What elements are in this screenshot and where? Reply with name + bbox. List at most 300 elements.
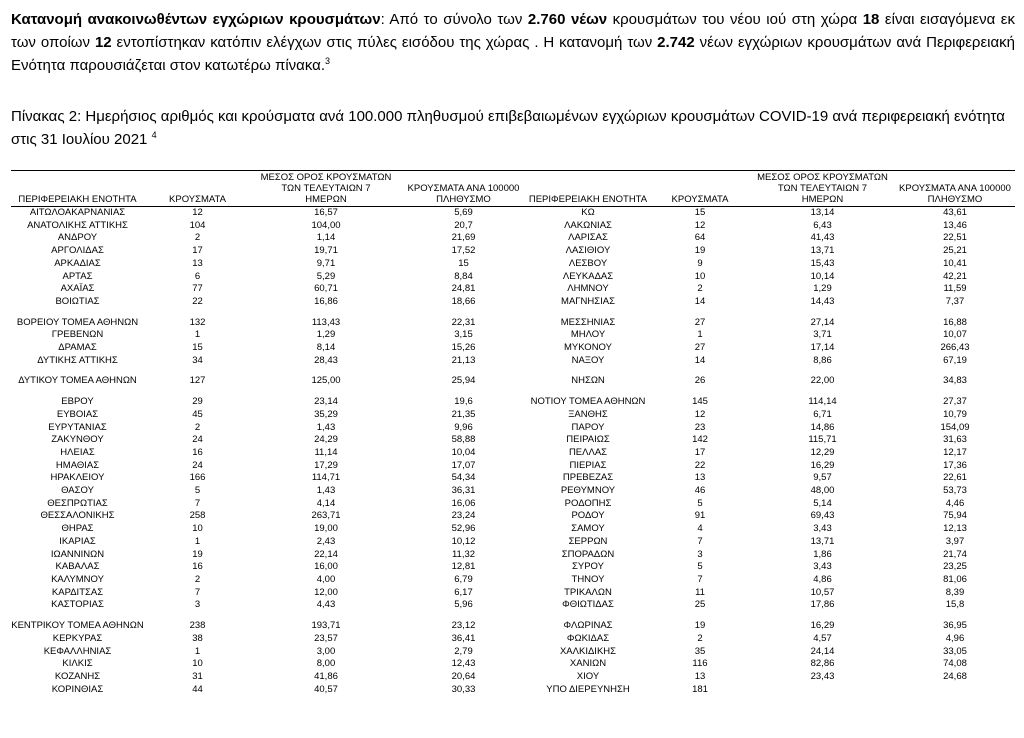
left-cases-cell: 2 — [194, 573, 201, 585]
right-unit-cell: ΥΠΟ ΔΙΕΡΕΥΝΗΣΗ — [546, 683, 630, 695]
right-unit-cell: ΝΟΤΙΟΥ ΤΟΜΕΑ ΑΘΗΝΩΝ — [530, 396, 646, 408]
right-per100k-cell: 4,46 — [945, 497, 965, 509]
left-unit-cell: ΙΩΑΝΝΙΝΩΝ — [50, 548, 105, 560]
spacer-cell — [526, 612, 650, 620]
right-avg-cell: 3,71 — [813, 329, 832, 341]
left-per100k-cell: 8,84 — [454, 270, 473, 282]
right-avg-cell: 17,86 — [810, 599, 835, 611]
table-row — [11, 536, 1015, 549]
table-row — [11, 283, 1015, 296]
right-per100k-cell: 53,73 — [943, 485, 967, 497]
table-row — [11, 317, 1015, 330]
right-cases-cell: 7 — [697, 573, 703, 585]
right-unit-cell: ΦΛΩΡΙΝΑΣ — [563, 620, 613, 632]
spacer-cell — [144, 309, 251, 317]
left-avg-cell: 40,57 — [314, 683, 338, 695]
intro-footnote: 3 — [325, 56, 331, 66]
left-cases-cell: 2 — [194, 232, 201, 244]
left-cases-cell: 258 — [189, 510, 206, 522]
table-row — [11, 342, 1015, 355]
spacer-cell — [401, 309, 526, 317]
intro-domestic-cases: 2.742 — [657, 34, 695, 51]
left-unit-cell: ΚΕΡΚΥΡΑΣ — [52, 632, 103, 644]
right-cases-cell: 2 — [697, 283, 703, 295]
right-unit-cell: ΛΑΡΙΣΑΣ — [568, 232, 608, 244]
left-cases-cell: 34 — [192, 354, 203, 366]
right-avg-cell: 1,29 — [813, 283, 832, 295]
left-cases-cell: 238 — [189, 620, 206, 632]
left-unit-cell: ΗΡΑΚΛΕΙΟΥ — [50, 472, 105, 484]
right-avg-cell: 48,00 — [810, 485, 835, 497]
left-avg-cell: 3,00 — [316, 645, 336, 657]
right-cases-cell: 19 — [694, 620, 706, 632]
left-per100k-cell: 25,94 — [451, 375, 476, 387]
left-unit-cell: ΑΝΑΤΟΛΙΚΗΣ ΑΤΤΙΚΗΣ — [27, 219, 128, 231]
right-cases-cell: 27 — [694, 342, 706, 354]
right-cases-cell: 10 — [694, 270, 706, 282]
right-per100k-cell: 17,36 — [943, 459, 967, 471]
table-row — [11, 620, 1015, 633]
table-row — [11, 296, 1015, 309]
left-cases-cell: 104 — [189, 219, 206, 231]
header-per100k-line2: ΠΛΗΘΥΣΜΟ — [436, 194, 491, 205]
left-unit-cell: ΑΙΤΩΛΟΑΚΑΡΝΑΝΙΑΣ — [29, 207, 126, 218]
left-cases-cell: 31 — [192, 670, 203, 682]
intro-imported-cases: 18 — [862, 11, 880, 28]
left-unit-cell: ΚΑΒΑΛΑΣ — [55, 561, 100, 573]
left-avg-cell: 41,86 — [314, 670, 338, 682]
table-row — [11, 434, 1015, 447]
right-cases-cell: 11 — [695, 586, 705, 598]
left-unit-cell: ΚΟΡΙΝΘΙΑΣ — [51, 683, 104, 695]
left-per100k-cell: 23,24 — [451, 510, 476, 522]
spacer-cell — [401, 388, 526, 396]
right-unit-cell: ΜΥΚΟΝΟΥ — [564, 342, 612, 354]
left-cases-cell: 2 — [194, 421, 201, 433]
header-per100k-left — [401, 171, 526, 207]
right-unit-cell: ΛΕΥΚΑΔΑΣ — [562, 270, 614, 282]
right-cases-cell: 9 — [697, 257, 703, 269]
table-row — [11, 684, 1015, 697]
table-row — [11, 599, 1015, 612]
spacer-cell — [650, 388, 750, 396]
spacer-cell — [650, 309, 750, 317]
right-unit-cell: ΞΑΝΘΗΣ — [568, 408, 608, 420]
right-per100k-cell: 24,68 — [943, 670, 967, 682]
left-unit-cell: ΕΥΒΟΙΑΣ — [56, 408, 99, 420]
table-row — [11, 232, 1015, 245]
left-per100k-cell: 12,43 — [451, 658, 476, 670]
table-caption-footnote: 4 — [151, 130, 157, 140]
right-unit-cell: ΣΑΜΟΥ — [571, 523, 605, 535]
right-avg-cell: 9,57 — [813, 472, 832, 484]
left-unit-cell: ΑΧΑΪΑΣ — [60, 283, 95, 295]
spacer-cell — [144, 367, 251, 375]
right-per100k-cell: 36,95 — [943, 620, 967, 632]
right-cases-cell: 145 — [692, 396, 708, 408]
spacer-cell — [526, 388, 650, 396]
left-per100k-cell: 21,35 — [451, 408, 476, 420]
left-per100k-cell: 22,31 — [451, 316, 476, 328]
spacer-cell — [650, 612, 750, 620]
right-unit-cell: ΡΟΔΟΠΗΣ — [564, 497, 612, 509]
left-cases-cell: 29 — [192, 396, 203, 408]
right-cases-cell: 2 — [697, 632, 703, 644]
left-cases-cell: 24 — [192, 459, 203, 471]
right-avg-cell: 114,14 — [808, 396, 837, 408]
right-avg-cell: 16,29 — [810, 620, 835, 632]
intro-border-cases: 12 — [94, 34, 112, 51]
right-avg-cell: 15,43 — [810, 257, 835, 269]
right-per100k-cell: 10,79 — [943, 408, 967, 420]
right-per100k-cell: 13,46 — [943, 219, 967, 231]
left-per100k-cell: 11,32 — [451, 548, 476, 560]
right-per100k-cell: 8,39 — [945, 586, 965, 598]
left-per100k-cell: 15 — [458, 257, 469, 269]
header-per100k-right — [895, 171, 1015, 207]
table-caption-text: Πίνακας 2: Ημερήσιος αριθμός και κρούσματα ανά 100.000 πληθυσμού επιβεβαιωμένων εγχώριων κρουσμάτων COVID-19 ανά περιφερειακή ενότητα στις 31 Ιουλίου 2021 — [11, 108, 1005, 148]
table-row — [11, 375, 1015, 388]
right-cases-cell: 3 — [697, 548, 703, 560]
right-avg-cell: 41,43 — [810, 232, 835, 244]
right-per100k-cell: 11,59 — [943, 283, 967, 295]
right-cases-cell: 12 — [694, 408, 706, 420]
table-row — [11, 207, 1015, 220]
table-row — [11, 472, 1015, 485]
right-avg-cell: 1,86 — [813, 548, 832, 560]
right-avg-cell: 13,14 — [810, 207, 835, 218]
left-unit-cell: ΚΕΝΤΡΙΚΟΥ ΤΟΜΕΑ ΑΘΗΝΩΝ — [11, 620, 144, 632]
left-avg-cell: 4,00 — [316, 573, 336, 585]
left-unit-cell: ΚΟΖΑΝΗΣ — [54, 670, 101, 682]
right-unit-cell: ΜΕΣΣΗΝΙΑΣ — [560, 316, 616, 328]
left-unit-cell: ΚΑΣΤΟΡΙΑΣ — [51, 599, 104, 611]
left-avg-cell: 16,00 — [314, 561, 338, 573]
left-unit-cell: ΚΙΛΚΙΣ — [62, 658, 93, 670]
right-per100k-cell: 25,21 — [943, 245, 967, 257]
right-per100k-cell: 75,94 — [943, 510, 967, 522]
left-cases-cell: 1 — [194, 535, 201, 547]
right-unit-cell: ΠΡΕΒΕΖΑΣ — [562, 472, 614, 484]
right-avg-cell: 3,43 — [813, 561, 832, 573]
right-cases-cell: 23 — [694, 421, 706, 433]
table-row — [11, 633, 1015, 646]
right-per100k-cell: 10,41 — [943, 257, 967, 269]
right-per100k-cell: 12,17 — [943, 446, 967, 458]
left-cases-cell: 5 — [194, 485, 201, 497]
table-caption — [11, 105, 1015, 151]
right-cases-cell: 1 — [697, 329, 703, 341]
left-per100k-cell: 52,96 — [451, 523, 476, 535]
right-unit-cell: ΦΩΚΙΔΑΣ — [566, 632, 610, 644]
right-avg-cell: 13,71 — [810, 535, 835, 547]
spacer-cell — [750, 612, 895, 620]
header-per100k-line1: ΚΡΟΥΣΜΑΤΑ ΑΝΑ 100000 — [407, 183, 520, 194]
spacer-cell — [526, 367, 650, 375]
left-per100k-cell: 6,79 — [454, 573, 473, 585]
left-cases-cell: 6 — [194, 270, 201, 282]
header-avg-line2: ΤΩΝ ΤΕΛΕΥΤΑΙΩΝ 7 — [777, 183, 868, 194]
right-unit-cell: ΛΕΣΒΟΥ — [568, 257, 608, 269]
right-unit-cell: ΚΩ — [581, 207, 595, 218]
right-avg-cell: 3,43 — [813, 523, 832, 535]
left-unit-cell: ΘΕΣΣΑΛΟΝΙΚΗΣ — [40, 510, 115, 522]
right-cases-cell: 64 — [694, 232, 706, 244]
left-avg-cell: 60,71 — [314, 283, 338, 295]
right-cases-cell: 116 — [692, 658, 708, 670]
spacer-cell — [401, 367, 526, 375]
left-unit-cell: ΚΕΦΑΛΛΗΝΙΑΣ — [43, 645, 112, 657]
right-unit-cell: ΠΕΛΛΑΣ — [568, 446, 608, 458]
left-unit-cell: ΗΛΕΙΑΣ — [60, 446, 95, 458]
table-row — [11, 409, 1015, 422]
left-cases-cell: 10 — [192, 523, 203, 535]
table-body — [11, 207, 1015, 697]
right-per100k-cell — [895, 684, 1015, 697]
left-avg-cell: 1,43 — [316, 485, 336, 497]
right-per100k-cell: 22,51 — [943, 232, 967, 244]
left-per100k-cell: 3,15 — [454, 329, 473, 341]
left-unit-cell: ΕΥΡΥΤΑΝΙΑΣ — [48, 421, 107, 433]
right-unit-cell: ΣΠΟΡΑΔΩΝ — [561, 548, 615, 560]
table-row — [11, 220, 1015, 233]
intro-text-4: εντοπίστηκαν κατόπιν ελέγχων στις πύλες εισόδου της χώρας . Η κατανομή των — [111, 34, 658, 51]
right-cases-cell: 14 — [694, 354, 706, 366]
left-per100k-cell: 6,17 — [454, 586, 473, 598]
right-cases-cell: 25 — [694, 599, 706, 611]
left-unit-cell: ΓΡΕΒΕΝΩΝ — [51, 329, 104, 341]
left-cases-cell: 22 — [192, 295, 203, 307]
table-row — [11, 523, 1015, 536]
left-unit-cell: ΑΡΓΟΛΙΔΑΣ — [51, 245, 104, 257]
right-avg-cell: 22,00 — [810, 375, 835, 387]
table-row — [11, 447, 1015, 460]
cases-table — [11, 170, 1015, 696]
intro-text-5: νέων εγχώριων κρουσμάτων ανά Περιφερειακή Ενότητα παρουσιάζεται στον κατωτέρω πίνακα. — [11, 34, 1015, 74]
left-cases-cell: 16 — [192, 561, 203, 573]
right-cases-cell: 12 — [694, 219, 706, 231]
left-cases-cell: 7 — [194, 497, 201, 509]
left-avg-cell: 263,71 — [311, 510, 341, 522]
intro-paragraph — [11, 8, 1015, 77]
header-avg-right — [750, 171, 895, 207]
header-cases-left: ΚΡΟΥΣΜΑΤΑ — [144, 171, 251, 207]
left-per100k-cell: 18,66 — [451, 295, 476, 307]
left-avg-cell: 22,14 — [314, 548, 338, 560]
right-cases-cell: 14 — [694, 295, 706, 307]
left-cases-cell: 19 — [192, 548, 203, 560]
table-row — [11, 587, 1015, 600]
left-per100k-cell: 17,07 — [451, 459, 476, 471]
left-per100k-cell: 16,06 — [451, 497, 476, 509]
left-per100k-cell: 10,12 — [451, 535, 476, 547]
right-unit-cell: ΡΕΘΥΜΝΟΥ — [560, 485, 616, 497]
right-avg-cell: 14,43 — [810, 295, 835, 307]
right-avg-cell: 6,71 — [813, 408, 832, 420]
left-cases-cell: 7 — [194, 586, 201, 598]
left-avg-cell: 1,29 — [316, 329, 336, 341]
right-avg-cell: 10,14 — [810, 270, 835, 282]
right-avg-cell: 13,71 — [810, 245, 835, 257]
right-avg-cell: 14,86 — [810, 421, 835, 433]
right-cases-cell: 17 — [694, 446, 706, 458]
table-row — [11, 258, 1015, 271]
right-unit-cell: ΛΗΜΝΟΥ — [567, 283, 609, 295]
right-avg-cell: 8,86 — [813, 354, 832, 366]
right-unit-cell: ΝΑΞΟΥ — [571, 354, 605, 366]
right-per100k-cell: 31,63 — [943, 434, 967, 446]
left-avg-cell: 114,71 — [311, 472, 341, 484]
table-header-row — [11, 171, 1015, 207]
right-cases-cell: 27 — [694, 316, 706, 328]
right-per100k-cell: 12,13 — [943, 523, 967, 535]
right-avg-cell: 23,43 — [810, 670, 835, 682]
left-cases-cell: 132 — [189, 316, 206, 328]
right-cases-cell: 22 — [694, 459, 706, 471]
left-unit-cell: ΕΒΡΟΥ — [61, 396, 94, 408]
right-per100k-cell: 33,05 — [943, 645, 967, 657]
right-unit-cell: ΦΘΙΩΤΙΔΑΣ — [562, 599, 614, 611]
right-per100k-cell: 10,07 — [943, 329, 967, 341]
table-row — [11, 549, 1015, 562]
spacer-cell — [251, 309, 401, 317]
right-unit-cell: ΠΕΙΡΑΙΩΣ — [566, 434, 610, 446]
header-avg-left — [251, 171, 401, 207]
right-avg-cell: 6,43 — [813, 219, 832, 231]
left-cases-cell: 12 — [192, 207, 203, 218]
header-avg-line1: ΜΕΣΟΣ ΟΡΟΣ ΚΡΟΥΣΜΑΤΩΝ — [260, 172, 392, 183]
left-unit-cell: ΗΜΑΘΙΑΣ — [55, 459, 100, 471]
right-unit-cell: ΧΑΝΙΩΝ — [569, 658, 607, 670]
left-per100k-cell: 58,88 — [451, 434, 476, 446]
spacer-cell — [750, 309, 895, 317]
spacer-row — [11, 367, 1015, 375]
left-avg-cell: 4,14 — [316, 497, 336, 509]
right-cases-cell: 13 — [694, 670, 706, 682]
cases-table-container — [11, 170, 1015, 696]
left-per100k-cell: 5,96 — [454, 599, 473, 611]
table-row — [11, 355, 1015, 368]
left-avg-cell: 193,71 — [311, 620, 341, 632]
header-avg-line1: ΜΕΣΟΣ ΟΡΟΣ ΚΡΟΥΣΜΑΤΩΝ — [757, 172, 888, 183]
left-cases-cell: 38 — [192, 632, 203, 644]
left-per100k-cell: 21,69 — [451, 232, 476, 244]
spacer-cell — [11, 367, 144, 375]
right-avg-cell: 115,71 — [808, 434, 837, 446]
left-avg-cell: 19,71 — [314, 245, 338, 257]
right-cases-cell: 142 — [692, 434, 708, 446]
spacer-cell — [895, 309, 1015, 317]
right-avg-cell: 5,14 — [813, 497, 832, 509]
left-per100k-cell: 17,52 — [451, 245, 476, 257]
left-cases-cell: 127 — [189, 375, 206, 387]
right-cases-cell: 15 — [694, 207, 706, 218]
left-avg-cell: 2,43 — [316, 535, 336, 547]
left-unit-cell: ΔΥΤΙΚΟΥ ΤΟΜΕΑ ΑΘΗΝΩΝ — [18, 375, 137, 387]
left-per100k-cell: 54,34 — [451, 472, 476, 484]
right-unit-cell: ΣΥΡΟΥ — [572, 561, 604, 573]
spacer-cell — [144, 388, 251, 396]
right-cases-cell: 4 — [697, 523, 703, 535]
left-avg-cell: 17,29 — [314, 459, 338, 471]
left-cases-cell: 24 — [192, 434, 203, 446]
left-cases-cell: 1 — [194, 645, 201, 657]
left-avg-cell: 9,71 — [316, 257, 336, 269]
table-row — [11, 498, 1015, 511]
right-unit-cell: ΛΑΚΩΝΙΑΣ — [564, 219, 612, 231]
right-per100k-cell: 3,97 — [945, 535, 965, 547]
left-avg-cell: 8,00 — [316, 658, 336, 670]
left-cases-cell: 15 — [192, 342, 203, 354]
spacer-cell — [11, 309, 144, 317]
table-row — [11, 510, 1015, 523]
left-avg-cell: 23,14 — [314, 396, 338, 408]
left-avg-cell: 24,29 — [314, 434, 338, 446]
left-per100k-cell: 2,79 — [454, 645, 473, 657]
intro-bold-lead: Κατανομή ανακοινωθέντων εγχώριων κρουσμάτων — [11, 11, 381, 28]
header-unit-right: ΠΕΡΙΦΕΡΕΙΑΚΗ ΕΝΟΤΗΤΑ — [526, 171, 650, 207]
left-unit-cell: ΔΡΑΜΑΣ — [58, 342, 97, 354]
right-unit-cell: ΛΑΣΙΘΙΟΥ — [565, 245, 611, 257]
intro-text-1: : Από το σύνολο των — [380, 11, 528, 28]
right-per100k-cell: 4,96 — [945, 632, 965, 644]
spacer-row — [11, 612, 1015, 620]
header-unit-left: ΠΕΡΙΦΕΡΕΙΑΚΗ ΕΝΟΤΗΤΑ — [11, 171, 144, 207]
right-unit-cell: ΧΙΟΥ — [576, 670, 600, 682]
right-cases-cell: 7 — [697, 535, 703, 547]
right-cases-cell: 26 — [694, 375, 706, 387]
right-per100k-cell: 16,88 — [943, 316, 967, 328]
spacer-cell — [895, 612, 1015, 620]
table-row — [11, 460, 1015, 473]
left-cases-cell: 44 — [192, 683, 203, 695]
right-unit-cell: ΧΑΛΚΙΔΙΚΗΣ — [559, 645, 617, 657]
right-cases-cell: 181 — [692, 683, 708, 695]
left-cases-cell: 10 — [192, 658, 203, 670]
header-per100k-line2: ΠΛΗΘΥΣΜΟ — [927, 194, 983, 205]
right-avg-cell: 17,14 — [810, 342, 835, 354]
right-cases-cell: 19 — [694, 245, 706, 257]
left-per100k-cell: 36,41 — [451, 632, 476, 644]
left-avg-cell: 1,43 — [316, 421, 336, 433]
right-avg-cell: 82,86 — [810, 658, 835, 670]
left-cases-cell: 166 — [189, 472, 206, 484]
left-avg-cell: 19,00 — [314, 523, 338, 535]
right-per100k-cell: 21,74 — [943, 548, 967, 560]
right-per100k-cell: 7,37 — [945, 295, 965, 307]
header-avg-line3: ΗΜΕΡΩΝ — [305, 194, 347, 205]
left-unit-cell: ΖΑΚΥΝΘΟΥ — [51, 434, 104, 446]
spacer-cell — [11, 388, 144, 396]
right-avg-cell: 16,29 — [810, 459, 835, 471]
left-unit-cell: ΘΑΣΟΥ — [61, 485, 94, 497]
right-unit-cell: ΤΗΝΟΥ — [571, 573, 605, 585]
left-avg-cell: 16,57 — [314, 207, 338, 218]
left-avg-cell: 125,00 — [311, 375, 341, 387]
right-per100k-cell: 23,25 — [943, 561, 967, 573]
spacer-cell — [11, 612, 144, 620]
right-cases-cell: 35 — [694, 645, 706, 657]
table-row — [11, 422, 1015, 435]
left-avg-cell: 5,29 — [316, 270, 336, 282]
left-avg-cell: 23,57 — [314, 632, 338, 644]
left-unit-cell: ΑΡΚΑΔΙΑΣ — [54, 257, 101, 269]
left-unit-cell: ΚΑΛΥΜΝΟΥ — [51, 573, 104, 585]
left-cases-cell: 13 — [192, 257, 203, 269]
right-cases-cell: 5 — [697, 497, 703, 509]
left-avg-cell: 16,86 — [314, 295, 338, 307]
left-avg-cell: 12,00 — [314, 586, 338, 598]
